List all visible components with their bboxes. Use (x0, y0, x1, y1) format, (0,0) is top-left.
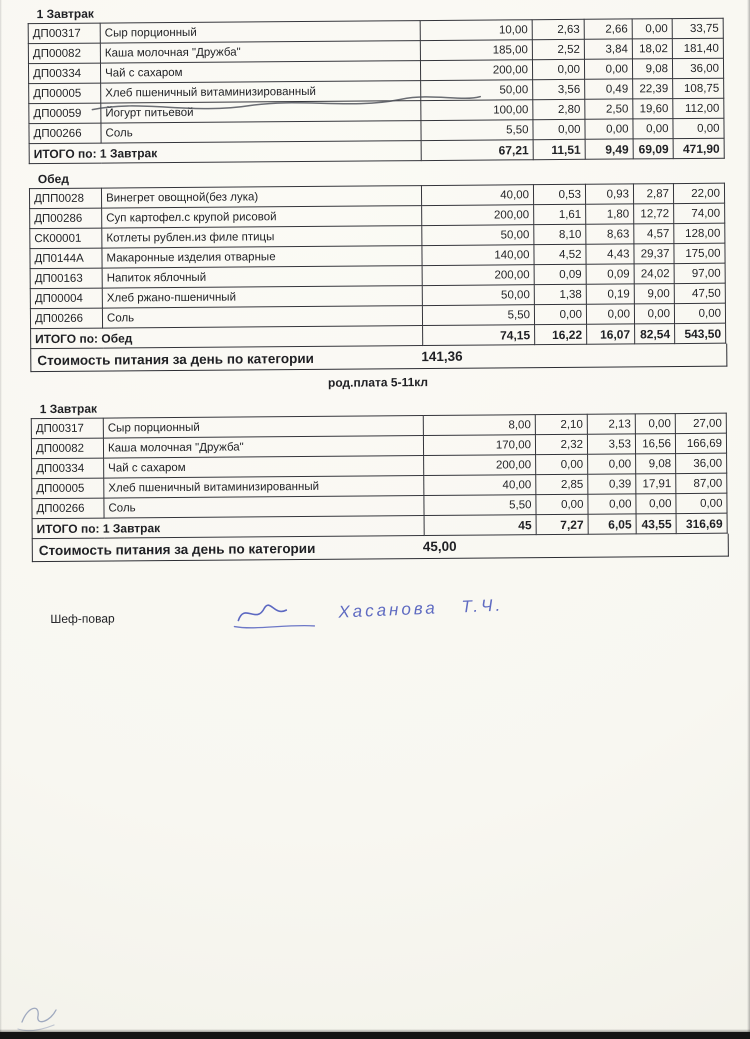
row-value: 17,91 (636, 474, 676, 494)
row-value: 0,49 (585, 79, 633, 99)
row-value: 16,56 (635, 434, 675, 454)
row-value: 36,00 (676, 453, 727, 473)
row-value: 181,40 (672, 38, 723, 58)
row-value: 22,00 (673, 183, 724, 203)
row-value: 47,50 (674, 283, 725, 303)
total-value: 316,69 (676, 513, 727, 533)
row-value: 4,57 (634, 224, 674, 244)
row-value: 200,00 (422, 205, 534, 226)
total-label: ИТОГО по: 1 Завтрак (29, 141, 421, 164)
row-value: 2,80 (533, 99, 585, 119)
row-value: 33,75 (672, 18, 723, 38)
row-code: СК00001 (30, 228, 102, 249)
row-dish-name: Хлеб пшеничный витаминизированный (101, 81, 421, 104)
row-dish-name: Напиток яблочный (102, 266, 422, 289)
row-value: 0,00 (636, 494, 676, 514)
scan-bottom-edge (0, 1032, 750, 1039)
row-value: 4,43 (586, 244, 634, 264)
scan-left-edge (0, 0, 2, 1039)
row-dish-name: Соль (101, 121, 421, 144)
row-value: 0,00 (585, 119, 633, 139)
row-value: 2,32 (535, 434, 587, 454)
signature-block (32, 593, 727, 658)
daily-cost-summary (30, 344, 727, 372)
row-dish-name: Котлеты рублен.из филе птицы (102, 226, 422, 249)
row-dish-name: Соль (102, 306, 422, 329)
row-value: 0,53 (533, 184, 585, 204)
total-value: 82,54 (635, 324, 675, 344)
total-value: 16,22 (535, 324, 587, 344)
row-code: ДП0144А (30, 248, 102, 269)
row-value: 40,00 (421, 185, 533, 206)
row-code: ДП00004 (30, 288, 102, 309)
menu-table (28, 18, 725, 164)
row-value: 0,00 (588, 494, 636, 514)
total-value: 471,90 (673, 138, 724, 158)
row-value: 9,00 (634, 284, 674, 304)
row-value: 2,13 (587, 414, 635, 434)
row-code: ДП00266 (32, 498, 104, 519)
row-dish-name: Сыр порционный (103, 416, 423, 439)
row-value: 0,00 (634, 304, 674, 324)
row-value: 185,00 (420, 40, 532, 61)
row-value: 0,39 (588, 474, 636, 494)
row-value: 2,52 (532, 39, 584, 59)
row-dish-name: Каша молочная "Дружба" (103, 436, 423, 459)
row-value: 9,08 (636, 454, 676, 474)
row-value: 18,02 (632, 39, 672, 59)
daily-cost-value: 141,36 (421, 348, 463, 365)
row-value: 97,00 (674, 263, 725, 283)
total-value: 6,05 (588, 514, 636, 534)
row-value: 0,00 (676, 493, 727, 513)
total-value: 543,50 (675, 323, 726, 343)
row-value: 0,00 (635, 414, 675, 434)
section-title: 1 Завтрак (39, 401, 98, 417)
row-value: 0,09 (534, 264, 586, 284)
row-dish-name: Сыр порционный (100, 21, 420, 44)
row-value: 0,09 (586, 264, 634, 284)
row-value: 22,39 (633, 79, 673, 99)
row-dish-name: Хлеб ржано-пшеничный (102, 286, 422, 309)
row-value: 9,08 (632, 59, 672, 79)
row-value: 1,38 (534, 284, 586, 304)
menu-table (31, 413, 728, 539)
total-value: 45 (424, 515, 536, 536)
row-dish-name: Чай с сахаром (104, 456, 424, 479)
row-value: 50,00 (422, 285, 534, 306)
row-value: 0,00 (534, 304, 586, 324)
signature-text: Хасанова Т.Ч. (337, 595, 504, 622)
row-code: ДП00317 (28, 23, 100, 44)
row-value: 19,60 (633, 99, 673, 119)
row-value: 5,50 (422, 305, 534, 326)
section-title: 1 Завтрак (36, 6, 94, 22)
chef-label: Шеф-повар (50, 611, 115, 626)
row-value: 0,00 (586, 304, 634, 324)
row-value: 27,00 (675, 413, 726, 433)
row-code: ДП00317 (31, 418, 103, 439)
total-label: ИТОГО по: 1 Завтрак (32, 516, 424, 539)
total-value: 16,07 (587, 324, 635, 344)
row-value: 50,00 (421, 80, 533, 101)
row-value: 87,00 (676, 473, 727, 493)
row-code: ДП00082 (28, 43, 100, 64)
row-dish-name: Хлеб пшеничный витаминизированный (104, 476, 424, 499)
row-value: 24,02 (634, 264, 674, 284)
row-value: 2,66 (584, 19, 632, 39)
row-code: ДП00266 (30, 308, 102, 329)
row-dish-name: Йогурт питьевой (101, 101, 421, 124)
row-dish-name: Суп картофел.с крупой рисовой (102, 206, 422, 229)
daily-cost-label: Стоимость питания за день по категории (37, 350, 314, 368)
daily-cost-value: 45,00 (422, 538, 457, 555)
row-value: 8,63 (586, 224, 634, 244)
category-heading: род.плата 5-11кл (327, 375, 429, 390)
row-value: 74,00 (674, 203, 725, 223)
row-value: 1,80 (586, 204, 634, 224)
menu-tables-root (28, 1, 727, 562)
row-value: 40,00 (424, 475, 536, 496)
row-value: 140,00 (422, 245, 534, 266)
row-value: 2,85 (536, 474, 588, 494)
row-code: ДП00005 (29, 83, 101, 104)
row-code: ДП00082 (31, 438, 103, 459)
row-value: 3,84 (584, 39, 632, 59)
row-value: 0,00 (674, 303, 725, 323)
row-value: 0,00 (584, 59, 632, 79)
row-value: 170,00 (423, 435, 535, 456)
row-code: ДП00334 (28, 63, 100, 84)
row-value: 0,00 (536, 494, 588, 514)
row-value: 1,61 (534, 204, 586, 224)
row-value: 8,10 (534, 224, 586, 244)
row-value: 10,00 (420, 20, 532, 41)
daily-cost-label: Стоимость питания за день по категории (38, 540, 316, 558)
row-value: 128,00 (674, 223, 725, 243)
row-value: 8,00 (423, 415, 535, 436)
row-value: 12,72 (634, 204, 674, 224)
row-code: ДП00059 (29, 103, 101, 124)
row-value: 2,10 (535, 414, 587, 434)
total-value: 43,55 (636, 514, 676, 534)
row-value: 0,93 (585, 184, 633, 204)
daily-cost-summary (32, 534, 729, 562)
signature-flourish-mark (230, 598, 322, 635)
row-code: ДПП0028 (29, 188, 101, 209)
row-value: 112,00 (673, 98, 724, 118)
row-value: 0,00 (632, 19, 672, 39)
row-code: ДП00286 (30, 208, 102, 229)
row-dish-name: Винегрет овощной(без лука) (101, 186, 421, 209)
total-value: 74,15 (423, 325, 535, 346)
row-value: 4,52 (534, 244, 586, 264)
row-dish-name: Соль (104, 496, 424, 519)
document-content (28, 1, 728, 658)
row-value: 108,75 (673, 78, 724, 98)
row-value: 0,19 (586, 284, 634, 304)
total-value: 7,27 (536, 514, 588, 534)
row-value: 29,37 (634, 244, 674, 264)
row-dish-name: Каша молочная "Дружба" (100, 41, 420, 64)
row-value: 5,50 (421, 120, 533, 141)
total-value: 69,09 (633, 139, 673, 159)
total-label: ИТОГО по: Обед (31, 326, 423, 349)
row-dish-name: Макаронные изделия отварные (102, 246, 422, 269)
row-dish-name: Чай с сахаром (100, 61, 420, 84)
row-code: ДП00334 (32, 458, 104, 479)
row-value: 0,00 (536, 454, 588, 474)
row-value: 0,00 (588, 454, 636, 474)
row-value: 5,50 (424, 495, 536, 516)
row-value: 175,00 (674, 243, 725, 263)
row-value: 100,00 (421, 100, 533, 121)
row-value: 3,56 (533, 79, 585, 99)
row-value: 0,00 (533, 119, 585, 139)
total-value: 9,49 (585, 139, 633, 159)
row-value: 50,00 (422, 225, 534, 246)
corner-pen-scribble (10, 988, 80, 1034)
row-value: 2,87 (633, 184, 673, 204)
row-value: 200,00 (424, 455, 536, 476)
total-value: 67,21 (421, 140, 533, 161)
section-title: Обед (37, 171, 69, 187)
row-code: ДП00163 (30, 268, 102, 289)
row-value: 166,69 (675, 433, 726, 453)
row-code: ДП00266 (29, 123, 101, 144)
row-value: 0,00 (633, 119, 673, 139)
row-value: 2,50 (585, 99, 633, 119)
row-value: 0,00 (673, 118, 724, 138)
row-value: 2,63 (532, 19, 584, 39)
row-code: ДП00005 (32, 478, 104, 499)
row-value: 36,00 (672, 58, 723, 78)
row-value: 3,53 (587, 434, 635, 454)
row-value: 200,00 (420, 60, 532, 81)
row-value: 200,00 (422, 265, 534, 286)
total-value: 11,51 (533, 139, 585, 159)
table-total-row (29, 138, 724, 163)
row-value: 0,00 (532, 59, 584, 79)
menu-table (29, 183, 726, 349)
